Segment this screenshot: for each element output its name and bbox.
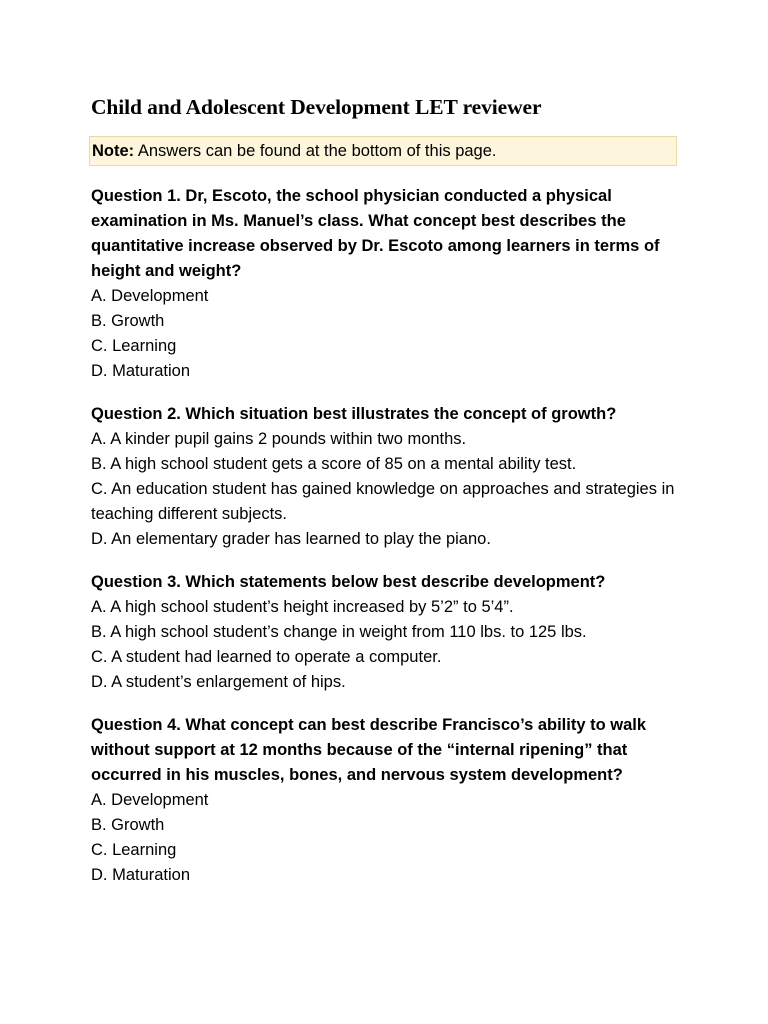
answer-option: C. A student had learned to operate a computer. [91, 648, 442, 666]
answer-options [91, 595, 681, 695]
question-1 [91, 184, 681, 384]
answer-option: C. Learning [91, 337, 177, 355]
answer-option: D. Maturation [91, 362, 191, 380]
answer-option: A. Development [91, 287, 209, 305]
answer-options [91, 788, 681, 888]
note-label: Note: [92, 142, 135, 160]
page-title: Child and Adolescent Development LET reviewer [91, 95, 542, 119]
answer-option: A. Development [91, 791, 209, 809]
answer-option: B. A high school student’s change in weight from 110 lbs. to 125 lbs. [91, 623, 587, 641]
answer-option: C. Learning [91, 841, 177, 859]
answer-option: B. Growth [91, 312, 165, 330]
answer-options [91, 427, 681, 552]
note-text: Answers can be found at the bottom of this page. [134, 142, 497, 160]
answer-option: D. Maturation [91, 866, 191, 884]
question-2 [91, 402, 681, 552]
answer-options [91, 284, 681, 384]
question-text: Question 2. Which situation best illustrates the concept of growth? [91, 405, 617, 423]
question-4 [91, 713, 681, 888]
answer-option: B. A high school student gets a score of 85 on a mental ability test. [91, 455, 577, 473]
question-text: Question 4. What concept can best describe Francisco’s ability to walk without support at 12 months because of the “internal ripening” that occurred in his muscles, bones, and nervous system development? [91, 716, 647, 784]
question-text: Question 1. Dr, Escoto, the school physician conducted a physical examination in Ms. Manuel’s class. What concept best describes the quantitative increase observed by Dr. Escoto among learners in terms of height and weight? [91, 187, 660, 280]
answer-option: C. An education student has gained knowledge on approaches and strategies in teaching different subjects. [91, 480, 675, 523]
answer-option: B. Growth [91, 816, 165, 834]
answer-option: D. A student’s enlargement of hips. [91, 673, 346, 691]
question-3 [91, 570, 681, 695]
note-box [89, 136, 677, 166]
answer-option: D. An elementary grader has learned to play the piano. [91, 530, 491, 548]
document-page [91, 92, 681, 906]
question-text: Question 3. Which statements below best describe development? [91, 573, 606, 591]
answer-option: A. A high school student’s height increased by 5’2” to 5’4”. [91, 598, 514, 616]
answer-option: A. A kinder pupil gains 2 pounds within two months. [91, 430, 467, 448]
